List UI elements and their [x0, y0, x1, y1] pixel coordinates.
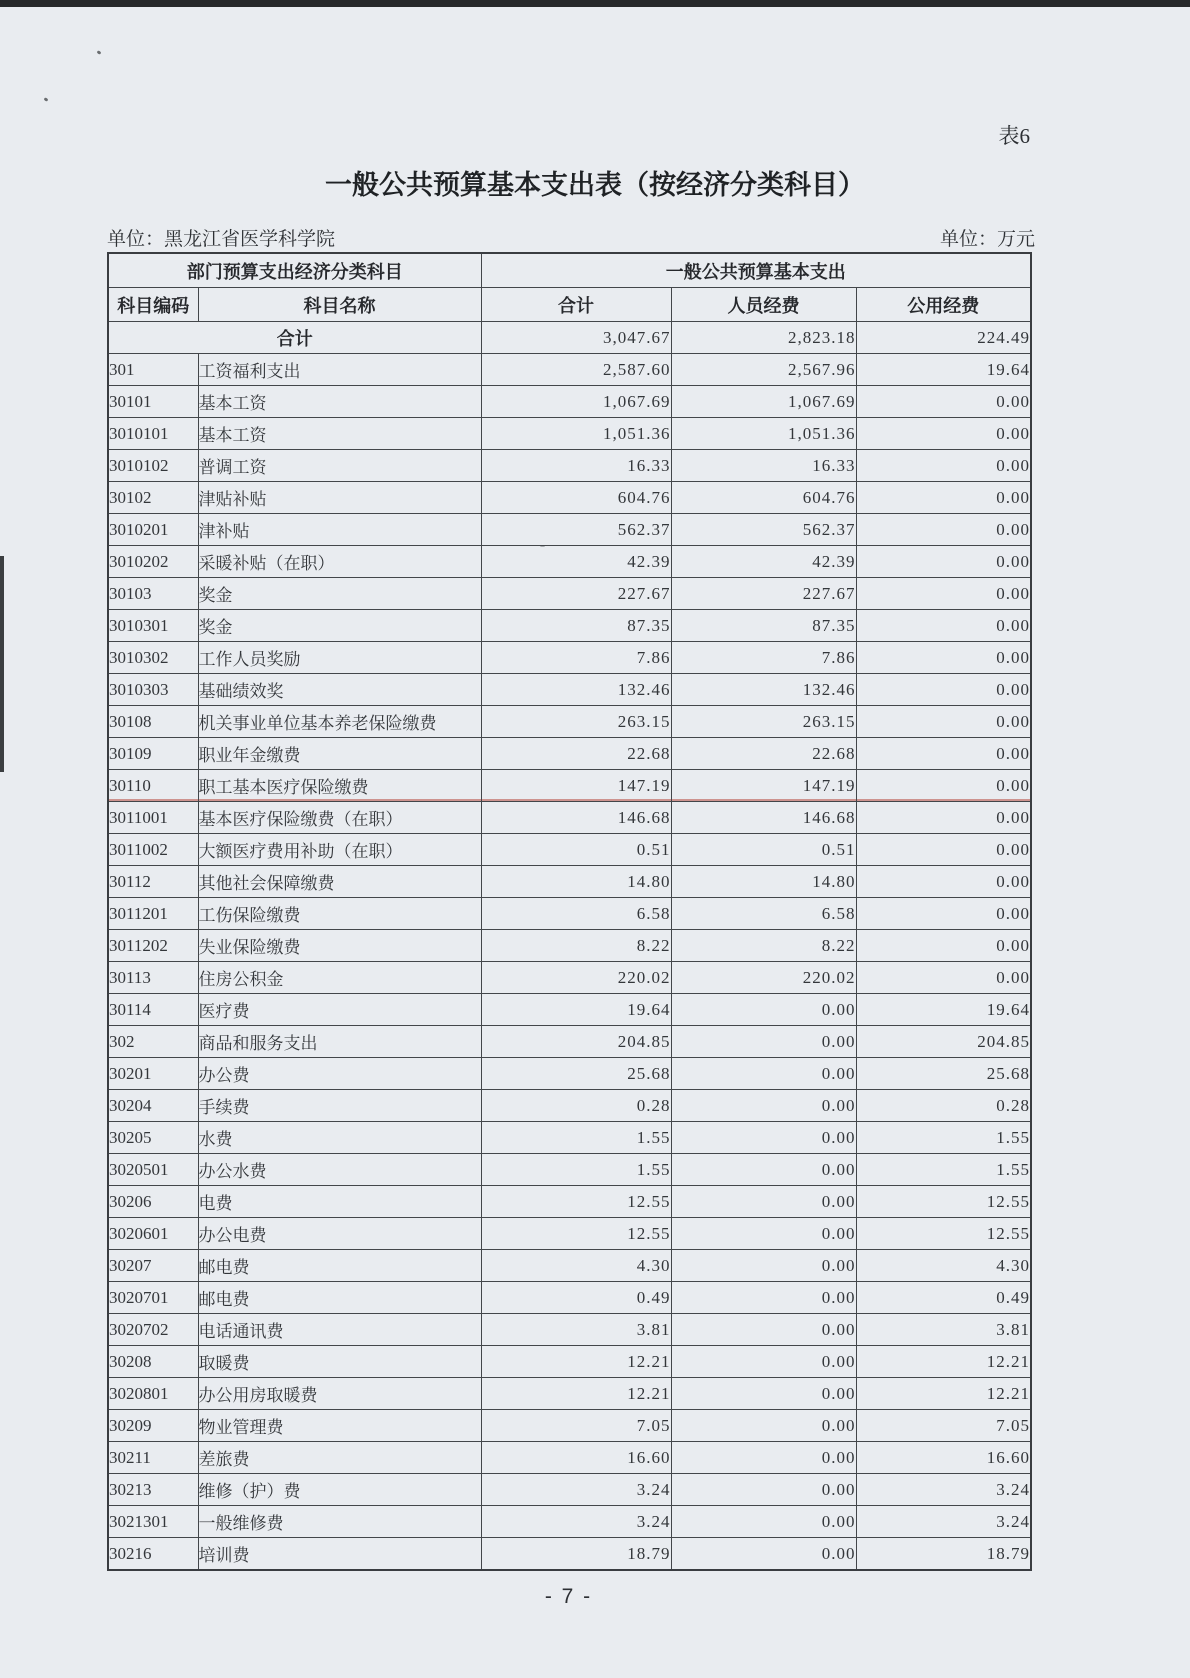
personnel-cell: 147.19 — [671, 770, 856, 802]
total-cell: 25.68 — [481, 1058, 671, 1090]
code-cell: 3010202 — [108, 546, 198, 578]
public-cell: 0.00 — [856, 578, 1031, 610]
total-cell: 14.80 — [481, 866, 671, 898]
public-cell: 1.55 — [856, 1154, 1031, 1186]
public-cell: 12.55 — [856, 1186, 1031, 1218]
code-cell: 3020801 — [108, 1378, 198, 1410]
personnel-cell: 0.00 — [671, 1442, 856, 1474]
code-cell: 3020702 — [108, 1314, 198, 1346]
name-cell: 其他社会保障缴费 — [198, 866, 481, 898]
table-row — [108, 706, 1031, 738]
personnel-cell: 87.35 — [671, 610, 856, 642]
name-cell: 水费 — [198, 1122, 481, 1154]
total-cell: 220.02 — [481, 962, 671, 994]
total-cell: 204.85 — [481, 1026, 671, 1058]
code-cell: 30204 — [108, 1090, 198, 1122]
scan-edge-artifact — [0, 556, 4, 772]
public-cell: 0.00 — [856, 418, 1031, 450]
total-cell: 3.24 — [481, 1474, 671, 1506]
col-header-public: 公用经费 — [856, 288, 1031, 322]
table-header — [108, 253, 1031, 322]
public-cell: 3.24 — [856, 1474, 1031, 1506]
table-row — [108, 1154, 1031, 1186]
personnel-cell: 0.00 — [671, 1506, 856, 1538]
scan-speck — [44, 97, 49, 102]
budget-table — [107, 252, 1032, 1571]
personnel-cell: 14.80 — [671, 866, 856, 898]
name-cell: 津贴补贴 — [198, 482, 481, 514]
group-header-left: 部门预算支出经济分类科目 — [108, 253, 481, 288]
personnel-cell: 8.22 — [671, 930, 856, 962]
total-cell: 16.60 — [481, 1442, 671, 1474]
name-cell: 邮电费 — [198, 1250, 481, 1282]
total-cell: 3.81 — [481, 1314, 671, 1346]
name-cell: 差旅费 — [198, 1442, 481, 1474]
total-cell: 22.68 — [481, 738, 671, 770]
code-cell: 3010302 — [108, 642, 198, 674]
name-cell: 电费 — [198, 1186, 481, 1218]
table-row — [108, 482, 1031, 514]
name-cell: 电话通讯费 — [198, 1314, 481, 1346]
public-cell: 3.24 — [856, 1506, 1031, 1538]
table-row — [108, 1058, 1031, 1090]
group-header-right: 一般公共预算基本支出 — [481, 253, 1031, 288]
code-cell: 30101 — [108, 386, 198, 418]
personnel-cell: 0.00 — [671, 1314, 856, 1346]
name-cell: 工伤保险缴费 — [198, 898, 481, 930]
total-cell: 3.24 — [481, 1506, 671, 1538]
total-cell: 87.35 — [481, 610, 671, 642]
name-cell: 取暖费 — [198, 1346, 481, 1378]
table-row — [108, 1218, 1031, 1250]
personnel-cell: 220.02 — [671, 962, 856, 994]
personnel-cell: 0.00 — [671, 1122, 856, 1154]
code-cell: 30113 — [108, 962, 198, 994]
code-cell: 30209 — [108, 1410, 198, 1442]
code-cell: 30112 — [108, 866, 198, 898]
total-cell: 1.55 — [481, 1122, 671, 1154]
code-cell: 302 — [108, 1026, 198, 1058]
table-row — [108, 1474, 1031, 1506]
name-cell: 一般维修费 — [198, 1506, 481, 1538]
scan-speck — [97, 50, 102, 55]
public-cell: 0.00 — [856, 706, 1031, 738]
total-cell: 227.67 — [481, 578, 671, 610]
code-cell: 3020701 — [108, 1282, 198, 1314]
public-cell: 0.00 — [856, 962, 1031, 994]
personnel-cell: 42.39 — [671, 546, 856, 578]
name-cell: 大额医疗费用补助（在职） — [198, 834, 481, 866]
unit-currency: 单位：万元 — [939, 229, 1035, 250]
table-row — [108, 450, 1031, 482]
table-row — [108, 1442, 1031, 1474]
total-cell: 604.76 — [481, 482, 671, 514]
table-row — [108, 1346, 1031, 1378]
table-row — [108, 610, 1031, 642]
name-cell: 办公用房取暖费 — [198, 1378, 481, 1410]
total-cell: 1,067.69 — [481, 386, 671, 418]
column-header-row — [108, 288, 1031, 322]
table-row — [108, 1410, 1031, 1442]
total-cell: 16.33 — [481, 450, 671, 482]
table-row — [108, 994, 1031, 1026]
col-header-name: 科目名称 — [198, 288, 481, 322]
table-row — [108, 962, 1031, 994]
code-cell: 30216 — [108, 1538, 198, 1571]
total-cell: 42.39 — [481, 546, 671, 578]
code-cell: 30108 — [108, 706, 198, 738]
total-cell: 0.28 — [481, 1090, 671, 1122]
table-row — [108, 770, 1031, 802]
table-row — [108, 578, 1031, 610]
public-cell: 19.64 — [856, 354, 1031, 386]
total-cell: 562.37 — [481, 514, 671, 546]
name-cell: 医疗费 — [198, 994, 481, 1026]
table-row — [108, 354, 1031, 386]
total-cell: 132.46 — [481, 674, 671, 706]
personnel-cell: 7.86 — [671, 642, 856, 674]
total-cell: 146.68 — [481, 802, 671, 834]
col-header-personnel: 人员经费 — [671, 288, 856, 322]
page-title: 一般公共预算基本支出表（按经济分类科目） — [325, 170, 865, 200]
personnel-cell: 1,067.69 — [671, 386, 856, 418]
code-cell: 30205 — [108, 1122, 198, 1154]
code-cell: 30114 — [108, 994, 198, 1026]
name-cell: 办公电费 — [198, 1218, 481, 1250]
name-cell: 职工基本医疗保险缴费 — [198, 770, 481, 802]
code-cell: 3010301 — [108, 610, 198, 642]
personnel-cell: 227.67 — [671, 578, 856, 610]
name-cell: 办公费 — [198, 1058, 481, 1090]
code-cell: 3011202 — [108, 930, 198, 962]
personnel-cell: 0.51 — [671, 834, 856, 866]
total-cell: 0.51 — [481, 834, 671, 866]
public-cell: 4.30 — [856, 1250, 1031, 1282]
table-row — [108, 738, 1031, 770]
public-cell: 0.00 — [856, 866, 1031, 898]
code-cell: 3021301 — [108, 1506, 198, 1538]
public-cell: 0.28 — [856, 1090, 1031, 1122]
code-cell: 3011201 — [108, 898, 198, 930]
personnel-cell: 132.46 — [671, 674, 856, 706]
col-header-code: 科目编码 — [108, 288, 198, 322]
name-cell: 职业年金缴费 — [198, 738, 481, 770]
personnel-cell: 0.00 — [671, 1346, 856, 1378]
public-cell: 0.00 — [856, 514, 1031, 546]
name-cell: 津补贴 — [198, 514, 481, 546]
public-cell: 0.00 — [856, 386, 1031, 418]
code-cell: 30206 — [108, 1186, 198, 1218]
personnel-cell: 16.33 — [671, 450, 856, 482]
public-cell: 0.49 — [856, 1282, 1031, 1314]
name-cell: 基础绩效奖 — [198, 674, 481, 706]
personnel-cell: 0.00 — [671, 1474, 856, 1506]
name-cell: 商品和服务支出 — [198, 1026, 481, 1058]
table-row — [108, 898, 1031, 930]
code-cell: 30102 — [108, 482, 198, 514]
total-cell: 12.55 — [481, 1218, 671, 1250]
public-cell: 1.55 — [856, 1122, 1031, 1154]
public-cell: 16.60 — [856, 1442, 1031, 1474]
name-cell: 基本工资 — [198, 418, 481, 450]
personnel-cell: 0.00 — [671, 1058, 856, 1090]
code-cell: 30211 — [108, 1442, 198, 1474]
total-cell: 7.86 — [481, 642, 671, 674]
scan-edge-artifact — [0, 0, 1190, 7]
name-cell: 邮电费 — [198, 1282, 481, 1314]
code-cell: 30208 — [108, 1346, 198, 1378]
unit-row — [107, 224, 1035, 251]
public-cell: 204.85 — [856, 1026, 1031, 1058]
personnel-cell: 146.68 — [671, 802, 856, 834]
table-row — [108, 1506, 1031, 1538]
name-cell: 工资福利支出 — [198, 354, 481, 386]
table-row — [108, 930, 1031, 962]
table-row — [108, 642, 1031, 674]
total-cell: 1,051.36 — [481, 418, 671, 450]
code-cell: 3011001 — [108, 802, 198, 834]
name-cell: 手续费 — [198, 1090, 481, 1122]
table-body — [108, 322, 1031, 1571]
table-row — [108, 866, 1031, 898]
code-cell: 3020601 — [108, 1218, 198, 1250]
personnel-cell: 0.00 — [671, 1026, 856, 1058]
total-cell: 12.55 — [481, 1186, 671, 1218]
table-row — [108, 1314, 1031, 1346]
name-cell: 基本医疗保险缴费（在职） — [198, 802, 481, 834]
code-cell: 3010101 — [108, 418, 198, 450]
table-number-label: 表6 — [998, 124, 1030, 148]
code-cell: 3010102 — [108, 450, 198, 482]
table-row — [108, 546, 1031, 578]
code-cell: 30109 — [108, 738, 198, 770]
total-cell: 6.58 — [481, 898, 671, 930]
name-cell: 采暖补贴（在职） — [198, 546, 481, 578]
public-cell: 7.05 — [856, 1410, 1031, 1442]
table-row — [108, 802, 1031, 834]
total-cell: 19.64 — [481, 994, 671, 1026]
code-cell: 30201 — [108, 1058, 198, 1090]
name-cell: 失业保险缴费 — [198, 930, 481, 962]
personnel-cell: 263.15 — [671, 706, 856, 738]
table-row — [108, 1250, 1031, 1282]
public-cell: 224.49 — [856, 322, 1031, 354]
code-cell: 30110 — [108, 770, 198, 802]
table-row — [108, 674, 1031, 706]
public-cell: 0.00 — [856, 546, 1031, 578]
table-row — [108, 418, 1031, 450]
table-row — [108, 1026, 1031, 1058]
public-cell: 0.00 — [856, 642, 1031, 674]
table-row — [108, 834, 1031, 866]
public-cell: 0.00 — [856, 674, 1031, 706]
table-row — [108, 1090, 1031, 1122]
public-cell: 0.00 — [856, 770, 1031, 802]
total-cell: 0.49 — [481, 1282, 671, 1314]
public-cell: 0.00 — [856, 834, 1031, 866]
code-cell: 30207 — [108, 1250, 198, 1282]
total-row — [108, 322, 1031, 354]
public-cell: 0.00 — [856, 610, 1031, 642]
personnel-cell: 0.00 — [671, 1250, 856, 1282]
name-cell: 物业管理费 — [198, 1410, 481, 1442]
public-cell: 12.21 — [856, 1346, 1031, 1378]
total-cell: 1.55 — [481, 1154, 671, 1186]
personnel-cell: 0.00 — [671, 1218, 856, 1250]
public-cell: 0.00 — [856, 930, 1031, 962]
personnel-cell: 0.00 — [671, 1378, 856, 1410]
col-header-total: 合计 — [481, 288, 671, 322]
personnel-cell: 22.68 — [671, 738, 856, 770]
public-cell: 0.00 — [856, 450, 1031, 482]
total-cell: 12.21 — [481, 1378, 671, 1410]
personnel-cell: 2,823.18 — [671, 322, 856, 354]
public-cell: 3.81 — [856, 1314, 1031, 1346]
public-cell: 25.68 — [856, 1058, 1031, 1090]
code-cell: 3020501 — [108, 1154, 198, 1186]
public-cell: 12.55 — [856, 1218, 1031, 1250]
total-cell: 7.05 — [481, 1410, 671, 1442]
page-number: - 7 - — [544, 1585, 593, 1608]
code-cell: 3011002 — [108, 834, 198, 866]
personnel-cell: 0.00 — [671, 1282, 856, 1314]
code-cell: 301 — [108, 354, 198, 386]
personnel-cell: 604.76 — [671, 482, 856, 514]
public-cell: 18.79 — [856, 1538, 1031, 1571]
name-cell: 机关事业单位基本养老保险缴费 — [198, 706, 481, 738]
total-cell: 18.79 — [481, 1538, 671, 1571]
total-cell: 3,047.67 — [481, 322, 671, 354]
table-row — [108, 1122, 1031, 1154]
name-cell: 奖金 — [198, 578, 481, 610]
name-cell: 工作人员奖励 — [198, 642, 481, 674]
personnel-cell: 0.00 — [671, 1186, 856, 1218]
personnel-cell: 0.00 — [671, 1410, 856, 1442]
group-header-row — [108, 253, 1031, 288]
name-cell: 维修（护）费 — [198, 1474, 481, 1506]
personnel-cell: 0.00 — [671, 1090, 856, 1122]
personnel-cell: 6.58 — [671, 898, 856, 930]
name-cell: 普调工资 — [198, 450, 481, 482]
name-cell: 办公水费 — [198, 1154, 481, 1186]
personnel-cell: 0.00 — [671, 1538, 856, 1571]
table-row — [108, 514, 1031, 546]
personnel-cell: 2,567.96 — [671, 354, 856, 386]
table-row — [108, 1538, 1031, 1571]
personnel-cell: 0.00 — [671, 1154, 856, 1186]
total-cell: 147.19 — [481, 770, 671, 802]
personnel-cell: 1,051.36 — [671, 418, 856, 450]
public-cell: 0.00 — [856, 898, 1031, 930]
name-cell: 基本工资 — [198, 386, 481, 418]
table-row — [108, 386, 1031, 418]
total-cell: 12.21 — [481, 1346, 671, 1378]
total-label-cell: 合计 — [108, 322, 481, 354]
total-cell: 263.15 — [481, 706, 671, 738]
unit-name: 单位：黑龙江省医学科学院 — [107, 229, 336, 250]
total-cell: 4.30 — [481, 1250, 671, 1282]
name-cell: 住房公积金 — [198, 962, 481, 994]
table-row — [108, 1378, 1031, 1410]
code-cell: 3010303 — [108, 674, 198, 706]
total-cell: 8.22 — [481, 930, 671, 962]
public-cell: 0.00 — [856, 738, 1031, 770]
total-cell: 2,587.60 — [481, 354, 671, 386]
name-cell: 培训费 — [198, 1538, 481, 1571]
table-row — [108, 1186, 1031, 1218]
personnel-cell: 0.00 — [671, 994, 856, 1026]
public-cell: 19.64 — [856, 994, 1031, 1026]
code-cell: 3010201 — [108, 514, 198, 546]
code-cell: 30103 — [108, 578, 198, 610]
table-row — [108, 1282, 1031, 1314]
public-cell: 0.00 — [856, 482, 1031, 514]
public-cell: 0.00 — [856, 802, 1031, 834]
personnel-cell: 562.37 — [671, 514, 856, 546]
public-cell: 12.21 — [856, 1378, 1031, 1410]
code-cell: 30213 — [108, 1474, 198, 1506]
name-cell: 奖金 — [198, 610, 481, 642]
